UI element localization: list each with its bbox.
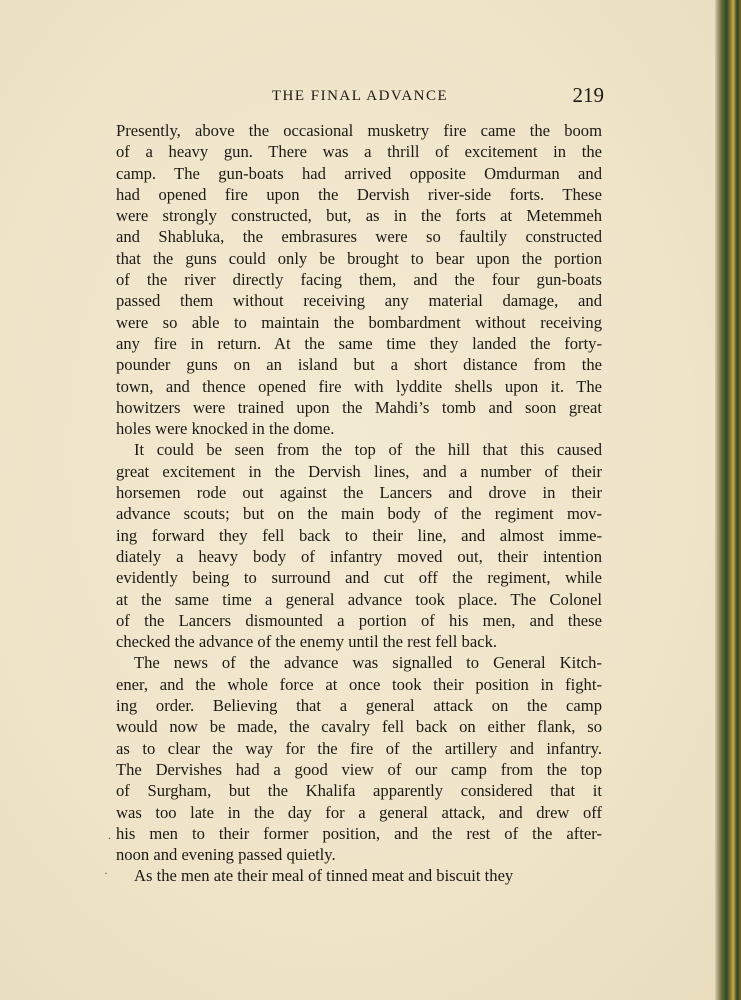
text-line: were so able to maintain the bombardment without receiving — [116, 312, 602, 332]
text-line: that the guns could only be brought to bear upon the portion — [116, 248, 602, 268]
text-line: Presently, above the occasional musketry fire came the boom — [116, 121, 602, 140]
text-line: were strongly constructed, but, as in the forts at Metemmeh — [116, 206, 602, 226]
running-head: THE FINAL ADVANCE — [271, 88, 449, 104]
text-line: was too late in the day for a general attack, and drew off — [116, 802, 602, 822]
text-line: any fire in return. At the same time they landed the forty- — [116, 333, 602, 353]
text-line: town, and thence opened fire with lyddite shells upon it. The — [116, 376, 602, 396]
text-line: passed them without receiving any material damage, and — [116, 291, 602, 311]
paragraph — [116, 652, 602, 865]
text-line: checked the advance of the enemy until the rest fell back. — [116, 632, 498, 652]
text-line: of Surgham, but the Khalifa apparently considered that it — [116, 781, 602, 801]
paragraph — [116, 865, 602, 886]
book-binding-edge — [715, 0, 741, 1000]
page-number: 219 — [572, 83, 604, 107]
text-line: as to clear the way for the fire of the artillery and infantry. — [116, 738, 602, 758]
text-line: The Dervishes had a good view of our camp from the top — [116, 759, 602, 779]
body-text — [116, 120, 602, 887]
text-line: great excitement in the Dervish lines, and a number of their — [116, 461, 602, 481]
text-line: of a heavy gun. There was a thrill of excitement in the — [116, 142, 602, 162]
text-line: holes were knocked in the dome. — [116, 419, 335, 439]
text-line: of the Lancers dismounted a portion of his men, and these — [116, 610, 602, 630]
text-line: noon and evening passed quietly. — [116, 845, 336, 865]
text-line: of the river directly facing them, and the four gun-boats — [116, 270, 602, 290]
text-line: As the men ate their meal of tinned meat and biscuit they — [134, 866, 514, 886]
text-line: camp. The gun-boats had arrived opposite Omdurman and — [116, 163, 602, 183]
text-line: had opened fire upon the Dervish river-side forts. These — [116, 184, 602, 204]
margin-speck: . — [108, 828, 111, 842]
text-line: would now be made, the cavalry fell back on either flank, so — [116, 717, 602, 737]
paragraph — [116, 120, 602, 439]
text-line: and Shabluka, the embrasures were so faultily constructed — [116, 227, 602, 247]
text-line: advance scouts; but on the main body of the regiment mov- — [116, 504, 602, 524]
text-line: ing order. Believing that a general attack on the camp — [116, 696, 602, 716]
margin-speck: · — [104, 866, 108, 880]
text-line: The news of the advance was signalled to General Kitch- — [134, 653, 602, 673]
text-line: his men to their former position, and the rest of the after- — [116, 823, 602, 843]
text-line: evidently being to surround and cut off the regiment, while — [116, 568, 602, 588]
paragraph — [116, 439, 602, 652]
page-header — [116, 84, 604, 108]
text-line: diately a heavy body of infantry moved out, their intention — [116, 546, 602, 566]
text-line: It could be seen from the top of the hill that this caused — [134, 440, 602, 460]
text-line: ener, and the whole force at once took their position in fight- — [116, 674, 602, 694]
text-line: horsemen rode out against the Lancers and drove in their — [116, 483, 602, 503]
text-line: pounder guns on an island but a short distance from the — [116, 355, 602, 375]
text-line: howitzers were trained upon the Mahdi’s tomb and soon great — [116, 397, 602, 417]
text-line: ing forward they fell back to their line, and almost imme- — [116, 525, 602, 545]
text-line: at the same time a general advance took place. The Colonel — [116, 589, 602, 609]
